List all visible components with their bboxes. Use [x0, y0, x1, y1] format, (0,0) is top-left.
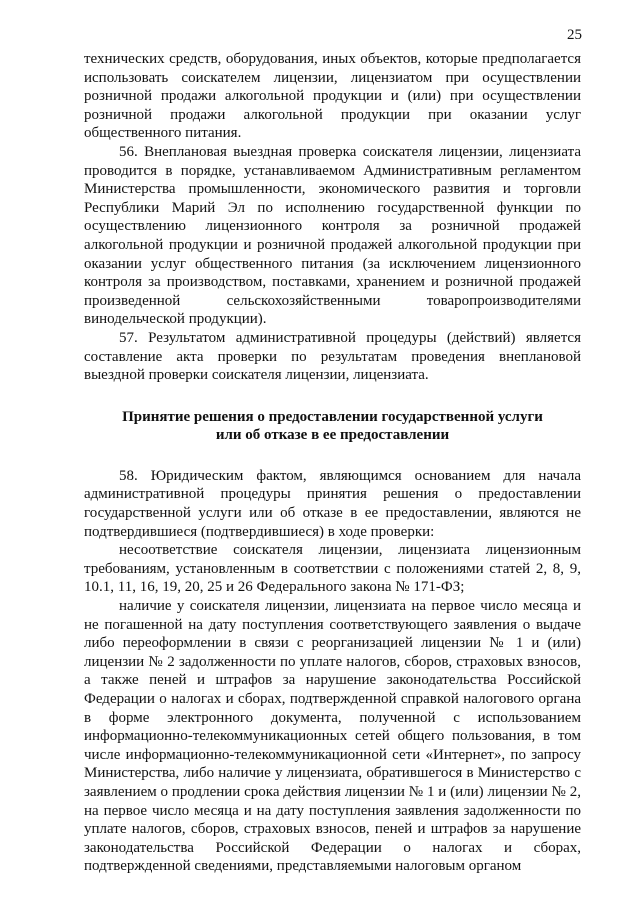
paragraph-56: 56. Внеплановая выездная проверка соискателя лицензии, лицензиата проводится в порядке, устанавливаемом Административным регламентом Министерства промышленности, экономического развития и торговли Республики Марий Эл по исполнению государственной функции по осуществлению лицензионного контроля за розничной продажей алкогольной продукции и розничной продажей алкогольной продукции при оказании услуг общественного питания (за исключением лицензионного контроля за производством, поставками, хранением и розничной продажей произведенной сельскохозяйственными товаропроизводителями винодельческой продукции).	[84, 143, 581, 328]
paragraph-57: 57. Результатом административной процедуры (действий) является составление акта проверки по результатам проведения внеплановой выездной проверки соискателя лицензии, лицензиата.	[84, 329, 581, 384]
section-heading	[84, 408, 581, 445]
section-heading-line-2: или об отказе в ее предоставлении	[215, 427, 450, 444]
document-body	[84, 50, 581, 876]
paragraph-58-item-nonconformity: несоответствие соискателя лицензии, лицензиата лицензионным требованиям, установленным в соответствии с положениями статей 2, 8, 9, 10.1, 11, 16, 19, 20, 25 и 26 Федерального закона № 171-ФЗ;	[84, 542, 581, 596]
paragraph-58: 58. Юридическим фактом, являющимся основанием для начала административной процедуры принятия решения о предоставлении государственной услуги или об отказе в ее предоставлении, являются не подтвердившиеся (подтвердившиеся) в ходе проверки:	[84, 467, 581, 540]
section-heading-line-1: Принятие решения о предоставлении государственной услуги	[122, 408, 543, 425]
paragraph-continuation: технических средств, оборудования, иных объектов, которые предполагается использовать соискателем лицензии, лицензиатом при осуществлении розничной продажи алкогольной продукции и (или) при осуществлении розничной продажи алкогольной продукции при оказании услуг общественного питания.	[84, 51, 581, 142]
paragraph-58-item-debt: наличие у соискателя лицензии, лицензиата на первое число месяца и не погашенной на дату поступления соответствующего заявления о выдаче либо переоформлении в связи с реорганизацией лицензии № 1 и (или) лицензии № 2 задолженности по уплате налогов, сборов, страховых взносов, а также пеней и штрафов за нарушение законодательства Российской Федерации о налогах и сборах, подтвержденной справкой налогового органа в форме электронного документа, полученной с использованием информационно-телекоммуникационных сетей общего пользования, в том числе информационно-телекоммуникационной сети «Интернет», по запросу Министерства, либо наличие у лицензиата, обратившегося в Министерство с заявлением о продлении срока действия лицензии № 1 и (или) лицензии № 2, на первое число месяца и на дату поступления заявления задолженности по уплате налогов, сборов, страховых взносов, пеней и штрафов за нарушение законодательства Российской Федерации о налогах и сборах, подтвержденной сведениями, представляемыми налоговым органом	[84, 598, 581, 875]
page-number: 25	[567, 27, 582, 43]
